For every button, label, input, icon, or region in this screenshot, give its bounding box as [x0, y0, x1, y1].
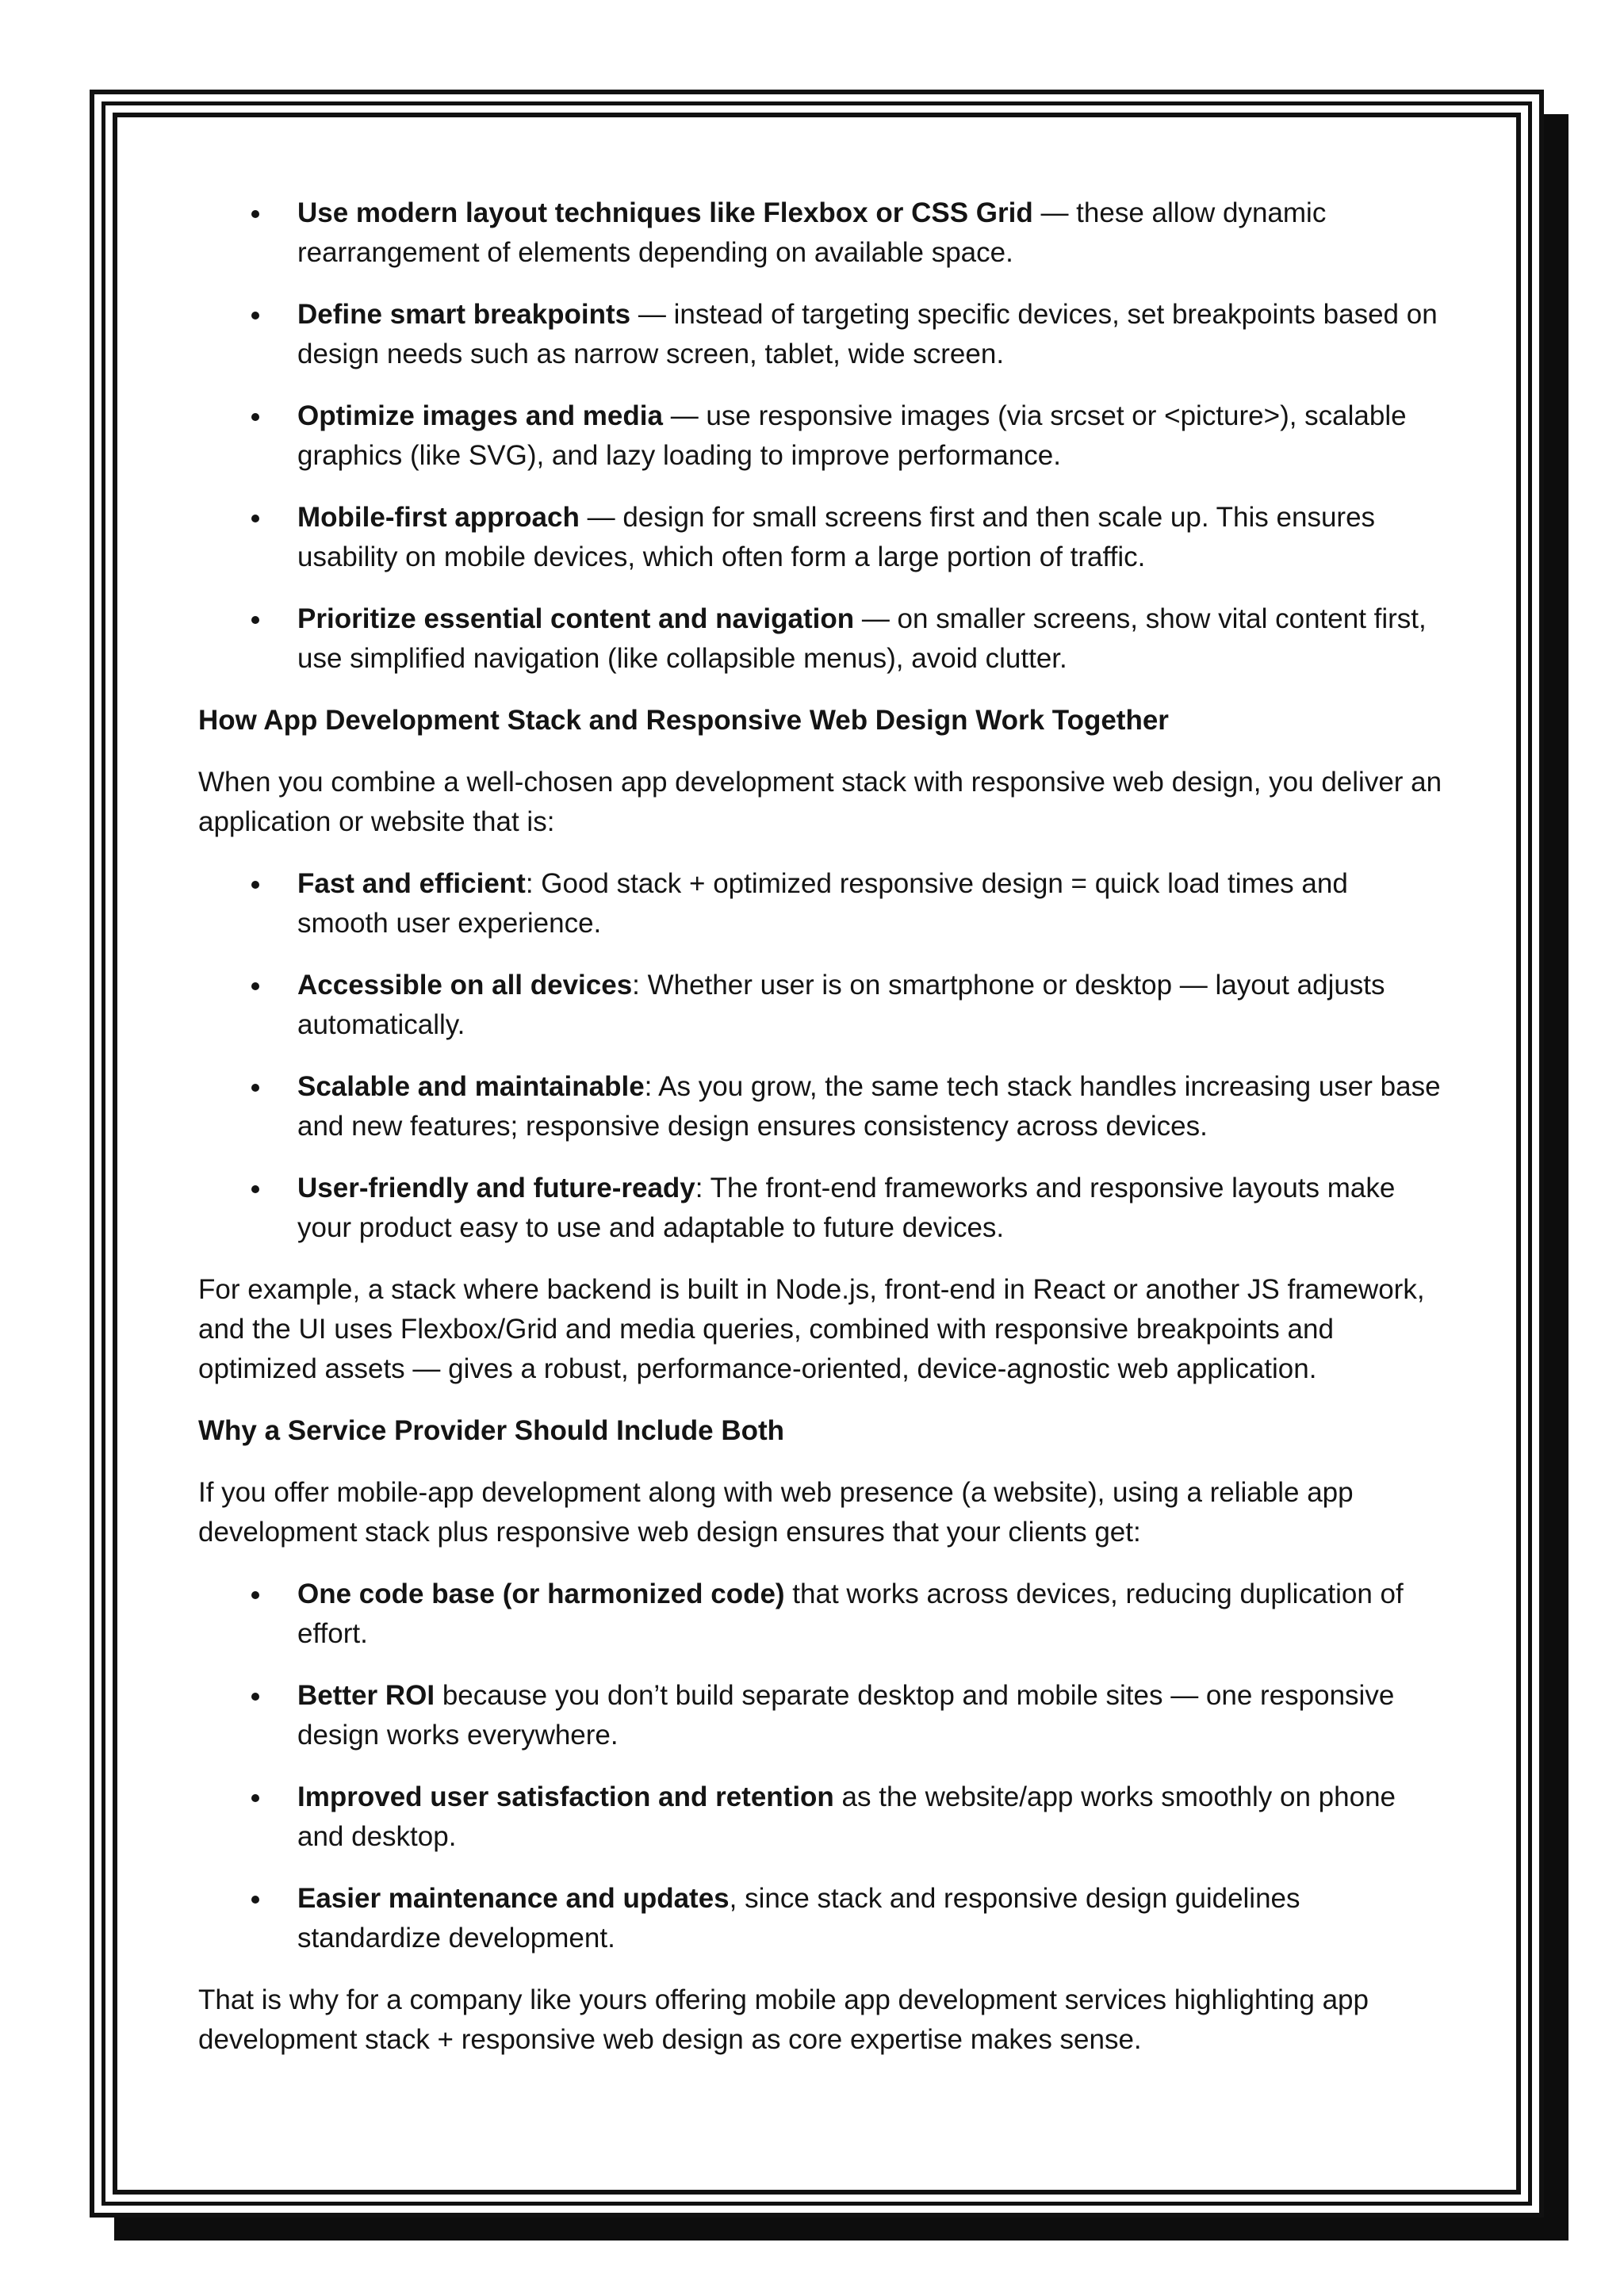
bullet-icon: [251, 1185, 259, 1193]
bullet-icon: [251, 413, 259, 421]
list-item-text: — use responsive images (via srcset or <picture>), scalable graphics (like SVG), and lazy loading to improve performance.: [297, 400, 1407, 471]
list-item-text: : Good stack + optimized responsive design = quick load times and smooth user experience.: [297, 868, 1348, 939]
list-item: [198, 966, 1443, 1045]
bullet-icon: [251, 210, 259, 218]
list-item-term: Accessible on all devices: [297, 970, 633, 1001]
list-item-term: Prioritize essential content and navigation: [297, 603, 855, 634]
benefits-list: [198, 864, 1443, 1248]
list-item-text: : As you grow, the same tech stack handles increasing user base and new features; responsive design ensures consistency across devices.: [297, 1071, 1441, 1142]
list-item-term: Optimize images and media: [297, 400, 663, 431]
list-item: [198, 1575, 1443, 1654]
list-item-term: Scalable and maintainable: [297, 1071, 645, 1102]
list-item: [198, 1169, 1443, 1248]
list-item-text: — instead of targeting specific devices, set breakpoints based on design needs such as narrow screen, tablet, wide screen.: [297, 299, 1438, 369]
list-item: [198, 1777, 1443, 1857]
bullet-icon: [251, 1794, 259, 1802]
list-item-text: as the website/app works smoothly on phone and desktop.: [297, 1781, 1396, 1852]
paragraph: If you offer mobile-app development along with web presence (a website), using a reliable app development stack plus responsive web design ensures that your clients get:: [198, 1477, 1354, 1548]
section-heading: Why a Service Provider Should Include Both: [198, 1415, 785, 1446]
client-gains-list: [198, 1575, 1443, 1958]
bullet-icon: [251, 1693, 259, 1701]
list-item: [198, 599, 1443, 679]
list-item-text: — these allow dynamic rearrangement of elements depending on available space.: [297, 197, 1327, 268]
responsive-tips-list: [198, 193, 1443, 679]
list-item: [198, 1067, 1443, 1146]
list-item: [198, 193, 1443, 273]
list-item: [198, 498, 1443, 577]
bullet-icon: [251, 982, 259, 990]
section-heading: How App Development Stack and Responsive Web Design Work Together: [198, 705, 1169, 736]
list-item-text: because you don’t build separate desktop and mobile sites — one responsive design works everywhere.: [297, 1680, 1395, 1751]
list-item-term: One code base (or harmonized code): [297, 1578, 785, 1609]
paragraph: For example, a stack where backend is built in Node.js, front-end in React or another JS framework, and the UI uses Flexbox/Grid and media queries, combined with responsive breakpoints and optimized assets — gives a robust, performance-oriented, device-agnostic web application.: [198, 1274, 1425, 1384]
bullet-icon: [251, 1896, 259, 1904]
list-item-term: Define smart breakpoints: [297, 299, 631, 330]
list-item-term: Easier maintenance and updates: [297, 1883, 730, 1914]
list-item-text: : Whether user is on smartphone or desktop — layout adjusts automatically.: [297, 970, 1385, 1040]
bullet-icon: [251, 616, 259, 624]
list-item-term: Better ROI: [297, 1680, 435, 1711]
list-item-text: , since stack and responsive design guidelines standardize development.: [297, 1883, 1300, 1954]
bullet-icon: [251, 881, 259, 889]
bullet-icon: [251, 1084, 259, 1092]
list-item-term: Use modern layout techniques like Flexbox or CSS Grid: [297, 197, 1033, 228]
list-item-term: User-friendly and future-ready: [297, 1173, 695, 1203]
list-item-text: — on smaller screens, show vital content first, use simplified navigation (like collapsible menus), avoid clutter.: [297, 603, 1427, 674]
paragraph: When you combine a well-chosen app development stack with responsive web design, you deliver an application or website that is:: [198, 767, 1442, 837]
list-item-text: — design for small screens first and then scale up. This ensures usability on mobile devices, which often form a large portion of traffic.: [297, 502, 1376, 572]
list-item-text: : The front-end frameworks and responsive layouts make your product easy to use and adaptable to future devices.: [297, 1173, 1396, 1243]
list-item-term: Mobile-first approach: [297, 502, 580, 533]
list-item: [198, 396, 1443, 476]
list-item: [198, 1676, 1443, 1755]
list-item-text: that works across devices, reducing duplication of effort.: [297, 1578, 1404, 1649]
bullet-icon: [251, 312, 259, 320]
list-item-term: Improved user satisfaction and retention: [297, 1781, 834, 1812]
list-item: [198, 1879, 1443, 1958]
list-item: [198, 295, 1443, 374]
bullet-icon: [251, 1591, 259, 1599]
list-item: [198, 864, 1443, 943]
document-body: [198, 193, 1443, 2082]
paragraph: That is why for a company like yours offering mobile app development services highlighting app development stack + responsive web design as core expertise makes sense.: [198, 1984, 1369, 2055]
bullet-icon: [251, 515, 259, 522]
list-item-term: Fast and efficient: [297, 868, 526, 899]
